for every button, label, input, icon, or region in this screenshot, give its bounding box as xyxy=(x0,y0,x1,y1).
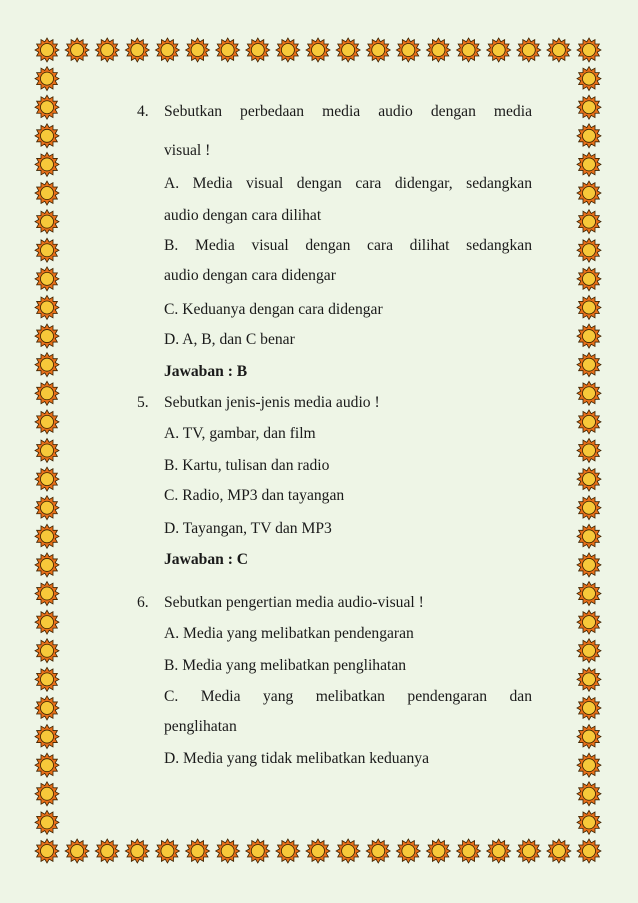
sun-icon xyxy=(246,839,270,863)
q4-number: 4. xyxy=(137,103,149,120)
q5-option-c: C. Radio, MP3 dan tayangan xyxy=(164,487,345,504)
q4-option-c: C. Keduanya dengan cara didengar xyxy=(164,301,383,318)
sun-icon xyxy=(125,839,149,863)
sun-icon xyxy=(35,582,59,606)
sun-icon xyxy=(35,381,59,405)
sun-icon xyxy=(577,610,601,634)
sun-icon xyxy=(577,524,601,548)
q6-option-c-line-2: penglihatan xyxy=(164,718,237,735)
sun-icon xyxy=(366,38,390,62)
sun-icon xyxy=(577,381,601,405)
sun-icon xyxy=(577,639,601,663)
sun-icon xyxy=(125,38,149,62)
sun-icon xyxy=(65,839,89,863)
sun-icon xyxy=(577,410,601,434)
sun-icon xyxy=(35,610,59,634)
sun-icon xyxy=(35,496,59,520)
q4-option-d: D. A, B, dan C benar xyxy=(164,331,295,348)
sun-icon xyxy=(547,38,571,62)
sun-icon xyxy=(547,839,571,863)
sun-icon xyxy=(35,725,59,749)
sun-icon xyxy=(577,725,601,749)
q5-option-d: D. Tayangan, TV dan MP3 xyxy=(164,520,332,537)
sun-icon xyxy=(577,667,601,691)
sun-icon xyxy=(577,324,601,348)
sun-icon xyxy=(336,839,360,863)
q5-answer: Jawaban : C xyxy=(164,551,249,568)
sun-icon xyxy=(306,839,330,863)
sun-icon xyxy=(577,353,601,377)
sun-icon xyxy=(457,839,481,863)
q6-option-a: A. Media yang melibatkan pendengaran xyxy=(164,625,414,642)
sun-icon xyxy=(577,582,601,606)
q6-option-b: B. Media yang melibatkan penglihatan xyxy=(164,657,407,674)
q5-number: 5. xyxy=(137,394,149,411)
sun-icon xyxy=(35,181,59,205)
sun-icon xyxy=(216,38,240,62)
sun-icon xyxy=(35,67,59,91)
q4-option-a-line-2: audio dengan cara dilihat xyxy=(164,207,322,224)
q6-question: Sebutkan pengertian media audio-visual ! xyxy=(164,594,424,611)
sun-icon xyxy=(276,839,300,863)
sun-icon xyxy=(35,667,59,691)
sun-icon xyxy=(577,295,601,319)
sun-icon xyxy=(426,38,450,62)
sun-icon xyxy=(35,295,59,319)
sun-icon xyxy=(577,38,601,62)
sun-icon xyxy=(517,839,541,863)
q6-option-c-line-1: C. Media yang melibatkan pendengaran dan xyxy=(164,688,532,705)
sun-icon xyxy=(35,753,59,777)
sun-icon xyxy=(35,439,59,463)
sun-icon xyxy=(35,639,59,663)
sun-icon xyxy=(487,839,511,863)
sun-icon xyxy=(577,67,601,91)
sun-icon xyxy=(95,839,119,863)
q4-option-b-line-2: audio dengan cara didengar xyxy=(164,267,336,284)
sun-icon xyxy=(35,410,59,434)
sun-icon xyxy=(366,839,390,863)
sun-icon xyxy=(396,38,420,62)
sun-icon xyxy=(577,95,601,119)
sun-icon xyxy=(35,324,59,348)
sun-icon xyxy=(35,238,59,262)
sun-icon xyxy=(65,38,89,62)
q6-number: 6. xyxy=(137,594,149,611)
sun-icon xyxy=(396,839,420,863)
sun-icon xyxy=(577,439,601,463)
sun-icon xyxy=(577,753,601,777)
sun-icon xyxy=(577,553,601,577)
sun-icon xyxy=(35,524,59,548)
sun-icon xyxy=(577,839,601,863)
sun-icon xyxy=(35,95,59,119)
sun-icon xyxy=(426,839,450,863)
sun-icon xyxy=(35,782,59,806)
sun-icon xyxy=(35,467,59,491)
sun-icon xyxy=(577,267,601,291)
sun-icon xyxy=(577,152,601,176)
sun-icon xyxy=(246,38,270,62)
sun-icon xyxy=(487,38,511,62)
sun-icon xyxy=(577,238,601,262)
sun-icon xyxy=(336,38,360,62)
sun-icon xyxy=(95,38,119,62)
sun-icon xyxy=(35,152,59,176)
sun-icon xyxy=(35,553,59,577)
sun-icon xyxy=(216,839,240,863)
sun-icon xyxy=(517,38,541,62)
sun-icon xyxy=(35,696,59,720)
q5-option-a: A. TV, gambar, dan film xyxy=(164,425,316,442)
sun-icon xyxy=(35,810,59,834)
sun-icon xyxy=(186,839,210,863)
q4-option-a-line-1: A. Media visual dengan cara didengar, sedangkan xyxy=(164,175,532,192)
sun-icon xyxy=(35,210,59,234)
sun-icon xyxy=(155,839,179,863)
sun-icon xyxy=(35,353,59,377)
sun-icon xyxy=(577,467,601,491)
sun-icon xyxy=(577,782,601,806)
sun-icon xyxy=(577,181,601,205)
sun-icon xyxy=(577,210,601,234)
sun-icon xyxy=(577,496,601,520)
sun-icon xyxy=(457,38,481,62)
q4-question-line-2: visual ! xyxy=(164,142,211,159)
q4-answer: Jawaban : B xyxy=(164,363,248,380)
sun-icon xyxy=(35,267,59,291)
q6-option-d: D. Media yang tidak melibatkan keduanya xyxy=(164,750,430,767)
sun-icon xyxy=(577,810,601,834)
sun-icon xyxy=(35,839,59,863)
sun-icon xyxy=(35,124,59,148)
sun-icon xyxy=(577,124,601,148)
q5-question: Sebutkan jenis-jenis media audio ! xyxy=(164,394,380,411)
sun-icon xyxy=(186,38,210,62)
q5-option-b: B. Kartu, tulisan dan radio xyxy=(164,457,330,474)
q4-question-line-1: Sebutkan perbedaan media audio dengan media xyxy=(164,103,532,120)
sun-icon xyxy=(306,38,330,62)
sun-icon xyxy=(577,696,601,720)
sun-icon xyxy=(35,38,59,62)
sun-icon xyxy=(276,38,300,62)
sun-icon xyxy=(155,38,179,62)
q4-option-b-line-1: B. Media visual dengan cara dilihat sedangkan xyxy=(164,237,532,254)
